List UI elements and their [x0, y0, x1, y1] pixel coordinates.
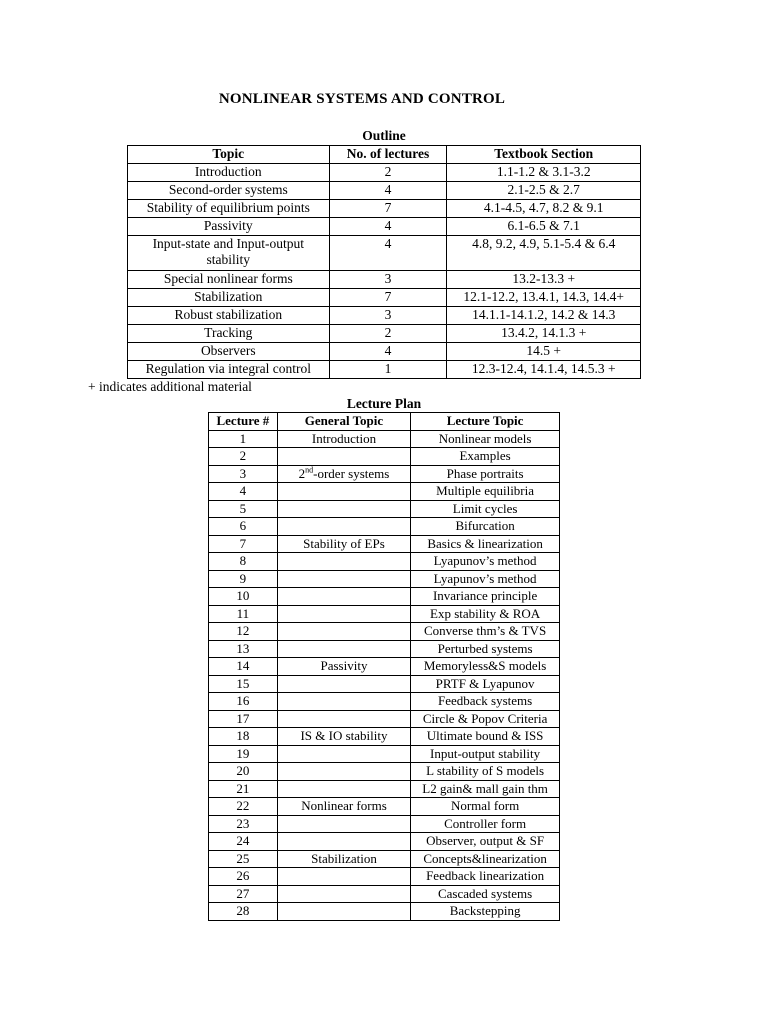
lecture-row	[209, 640, 560, 658]
lecture-topic-cell: Lyapunov’s method	[411, 553, 560, 571]
lecture-topic-cell: PRTF & Lyapunov	[411, 675, 560, 693]
lecture-number-cell: 17	[209, 710, 278, 728]
lecture-row	[209, 885, 560, 903]
lecture-topic-cell: Multiple equilibria	[411, 483, 560, 501]
lecture-row	[209, 850, 560, 868]
lecture-topic-cell: Nonlinear models	[411, 430, 560, 448]
outline-caption: Outline	[362, 128, 406, 143]
general-topic-cell	[277, 448, 410, 466]
outline-topic-cell: Stability of equilibrium points	[128, 200, 330, 218]
lecture-number-cell: 3	[209, 465, 278, 483]
outline-row	[128, 307, 641, 325]
outline-section-cell: 14.1.1-14.1.2, 14.2 & 14.3	[447, 307, 641, 325]
general-topic-cell	[277, 518, 410, 536]
outline-lectures-cell: 4	[329, 218, 447, 236]
lecture-number-cell: 16	[209, 693, 278, 711]
outline-row	[128, 218, 641, 236]
lecture-number-cell: 12	[209, 623, 278, 641]
outline-header-row	[128, 146, 641, 164]
general-topic-cell: IS & IO stability	[277, 728, 410, 746]
lecture-row	[209, 570, 560, 588]
outline-topic-cell: Passivity	[128, 218, 330, 236]
outline-lectures-cell: 4	[329, 236, 447, 271]
lecture-number-cell: 8	[209, 553, 278, 571]
outline-topic-cell: Second-order systems	[128, 182, 330, 200]
lecture-topic-cell: Lyapunov’s method	[411, 570, 560, 588]
outline-topic-cell: Special nonlinear forms	[128, 271, 330, 289]
lecture-plan-caption: Lecture Plan	[346, 396, 422, 411]
general-topic-cell: Stabilization	[277, 850, 410, 868]
outline-section-cell: 12.3-12.4, 14.1.4, 14.5.3 +	[447, 361, 641, 379]
lecture-number-cell: 13	[209, 640, 278, 658]
plan-body	[209, 430, 560, 920]
lecture-topic-cell: Observer, output & SF	[411, 833, 560, 851]
lecture-number-cell: 5	[209, 500, 278, 518]
general-topic-cell	[277, 780, 410, 798]
general-topic-cell: Passivity	[277, 658, 410, 676]
lecture-topic-cell: Backstepping	[411, 903, 560, 921]
outline-lectures-cell: 7	[329, 289, 447, 307]
general-topic-cell	[277, 763, 410, 781]
outline-lectures-cell: 3	[329, 271, 447, 289]
outline-topic-cell: Introduction	[128, 164, 330, 182]
outline-header-topic: Topic	[128, 146, 330, 164]
lecture-row	[209, 833, 560, 851]
lecture-row	[209, 693, 560, 711]
outline-section-cell: 6.1-6.5 & 7.1	[447, 218, 641, 236]
outline-row	[128, 289, 641, 307]
lecture-topic-cell: Circle & Popov Criteria	[411, 710, 560, 728]
lecture-row	[209, 675, 560, 693]
lecture-number-cell: 10	[209, 588, 278, 606]
general-topic-cell	[277, 885, 410, 903]
general-topic-cell	[277, 903, 410, 921]
lecture-row	[209, 430, 560, 448]
lecture-number-cell: 22	[209, 798, 278, 816]
lecture-number-cell: 14	[209, 658, 278, 676]
general-topic-cell	[277, 483, 410, 501]
lecture-row	[209, 745, 560, 763]
lecture-number-cell: 21	[209, 780, 278, 798]
general-topic-cell	[277, 710, 410, 728]
outline-topic-cell: Stabilization	[128, 289, 330, 307]
general-topic-cell	[277, 588, 410, 606]
lecture-number-cell: 9	[209, 570, 278, 588]
lecture-number-cell: 23	[209, 815, 278, 833]
lecture-number-cell: 26	[209, 868, 278, 886]
lecture-row	[209, 658, 560, 676]
lecture-row	[209, 798, 560, 816]
lecture-topic-cell: Basics & linearization	[411, 535, 560, 553]
lecture-number-cell: 28	[209, 903, 278, 921]
outline-topic-cell: Tracking	[128, 325, 330, 343]
lecture-number-cell: 24	[209, 833, 278, 851]
general-topic-cell	[277, 693, 410, 711]
lecture-row	[209, 728, 560, 746]
lecture-row	[209, 483, 560, 501]
general-topic-cell	[277, 815, 410, 833]
lecture-row	[209, 903, 560, 921]
outline-row	[128, 200, 641, 218]
outline-lectures-cell: 4	[329, 343, 447, 361]
outline-lectures-cell: 3	[329, 307, 447, 325]
outline-header-section: Textbook Section	[447, 146, 641, 164]
lecture-topic-cell: Controller form	[411, 815, 560, 833]
plan-header-row	[209, 413, 560, 431]
lecture-row	[209, 868, 560, 886]
plan-header-general-topic: General Topic	[277, 413, 410, 431]
outline-row	[128, 361, 641, 379]
lecture-topic-cell: Feedback systems	[411, 693, 560, 711]
outline-lectures-cell: 7	[329, 200, 447, 218]
lecture-row	[209, 448, 560, 466]
lecture-number-cell: 15	[209, 675, 278, 693]
outline-section-cell: 4.8, 9.2, 4.9, 5.1-5.4 & 6.4	[447, 236, 641, 271]
outline-topic-cell: Regulation via integral control	[128, 361, 330, 379]
lecture-number-cell: 20	[209, 763, 278, 781]
general-topic-cell	[277, 623, 410, 641]
outline-lectures-cell: 4	[329, 182, 447, 200]
lecture-topic-cell: Exp stability & ROA	[411, 605, 560, 623]
general-topic-cell: Nonlinear forms	[277, 798, 410, 816]
outline-row	[128, 182, 641, 200]
lecture-topic-cell: Ultimate bound & ISS	[411, 728, 560, 746]
plan-header-lecture-topic: Lecture Topic	[411, 413, 560, 431]
outline-row	[128, 164, 641, 182]
lecture-row	[209, 780, 560, 798]
lecture-number-cell: 6	[209, 518, 278, 536]
outline-header-lectures: No. of lectures	[329, 146, 447, 164]
general-topic-cell	[277, 553, 410, 571]
lecture-number-cell: 25	[209, 850, 278, 868]
lecture-row	[209, 815, 560, 833]
lecture-number-cell: 27	[209, 885, 278, 903]
lecture-row	[209, 588, 560, 606]
lecture-topic-cell: Converse thm’s & TVS	[411, 623, 560, 641]
general-topic-cell	[277, 640, 410, 658]
lecture-topic-cell: L stability of S models	[411, 763, 560, 781]
lecture-number-cell: 2	[209, 448, 278, 466]
plan-header-lecture-number: Lecture #	[209, 413, 278, 431]
outline-section-cell: 13.2-13.3 +	[447, 271, 641, 289]
outline-section-cell: 4.1-4.5, 4.7, 8.2 & 9.1	[447, 200, 641, 218]
lecture-topic-cell: Input-output stability	[411, 745, 560, 763]
lecture-row	[209, 465, 560, 483]
lecture-number-cell: 11	[209, 605, 278, 623]
lecture-number-cell: 1	[209, 430, 278, 448]
lecture-number-cell: 18	[209, 728, 278, 746]
lecture-topic-cell: Limit cycles	[411, 500, 560, 518]
outline-lectures-cell: 1	[329, 361, 447, 379]
outline-row	[128, 271, 641, 289]
outline-table	[127, 145, 641, 379]
outline-lectures-cell: 2	[329, 164, 447, 182]
lecture-topic-cell: Feedback linearization	[411, 868, 560, 886]
additional-material-note: + indicates additional material	[88, 379, 252, 394]
lecture-topic-cell: Concepts&linearization	[411, 850, 560, 868]
general-topic-cell	[277, 868, 410, 886]
lecture-topic-cell: Normal form	[411, 798, 560, 816]
outline-topic-cell: Robust stabilization	[128, 307, 330, 325]
lecture-row	[209, 518, 560, 536]
general-topic-cell	[277, 605, 410, 623]
outline-body	[128, 164, 641, 379]
lecture-row	[209, 500, 560, 518]
lecture-topic-cell: Invariance principle	[411, 588, 560, 606]
lecture-row	[209, 553, 560, 571]
outline-section-cell: 13.4.2, 14.1.3 +	[447, 325, 641, 343]
lecture-topic-cell: Bifurcation	[411, 518, 560, 536]
outline-lectures-cell: 2	[329, 325, 447, 343]
outline-row	[128, 325, 641, 343]
lecture-number-cell: 4	[209, 483, 278, 501]
general-topic-cell	[277, 675, 410, 693]
lecture-topic-cell: Phase portraits	[411, 465, 560, 483]
lecture-topic-cell: Examples	[411, 448, 560, 466]
general-topic-cell	[277, 833, 410, 851]
outline-topic-cell: Observers	[128, 343, 330, 361]
lecture-row	[209, 605, 560, 623]
lecture-number-cell: 7	[209, 535, 278, 553]
outline-section-cell: 2.1-2.5 & 2.7	[447, 182, 641, 200]
lecture-row	[209, 710, 560, 728]
general-topic-cell	[277, 745, 410, 763]
lecture-plan-table	[208, 412, 560, 921]
lecture-topic-cell: L2 gain& mall gain thm	[411, 780, 560, 798]
lecture-number-cell: 19	[209, 745, 278, 763]
outline-row	[128, 343, 641, 361]
general-topic-cell: Introduction	[277, 430, 410, 448]
lecture-row	[209, 763, 560, 781]
general-topic-cell: 2nd-order systems	[277, 465, 410, 483]
lecture-topic-cell: Cascaded systems	[411, 885, 560, 903]
lecture-row	[209, 623, 560, 641]
general-topic-cell	[277, 500, 410, 518]
document-title: NONLINEAR SYSTEMS AND CONTROL	[218, 91, 506, 107]
outline-section-cell: 1.1-1.2 & 3.1-3.2	[447, 164, 641, 182]
outline-topic-cell: Input-state and Input-output stability	[128, 236, 330, 271]
lecture-row	[209, 535, 560, 553]
outline-section-cell: 12.1-12.2, 13.4.1, 14.3, 14.4+	[447, 289, 641, 307]
outline-row	[128, 236, 641, 271]
lecture-topic-cell: Memoryless&S models	[411, 658, 560, 676]
outline-section-cell: 14.5 +	[447, 343, 641, 361]
lecture-topic-cell: Perturbed systems	[411, 640, 560, 658]
general-topic-cell: Stability of EPs	[277, 535, 410, 553]
general-topic-cell	[277, 570, 410, 588]
